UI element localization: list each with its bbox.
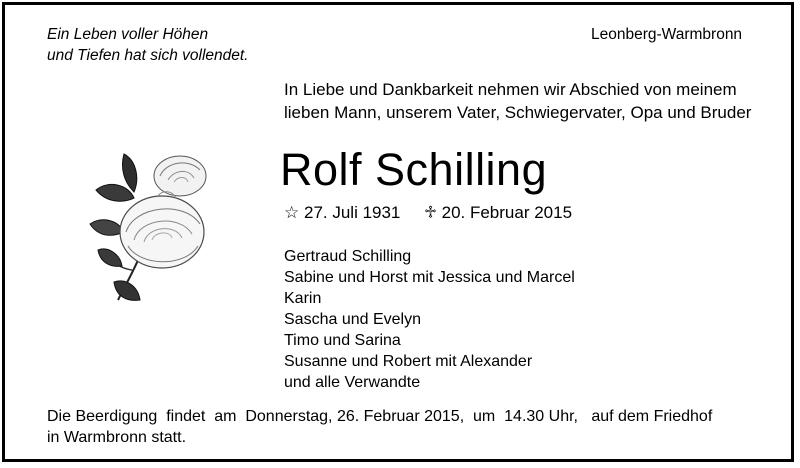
place-name: Leonberg-Warmbronn [591,26,743,43]
funeral-line-2: in Warmbronn statt. [47,429,187,446]
star-icon: ☆ [284,203,300,222]
family-member: Susanne und Robert mit Alexander [284,353,533,370]
family-member: Gertraud Schilling [284,248,412,265]
rose-icon [88,150,218,310]
cross-icon: ♱ [423,203,437,222]
funeral-line-1: Die Beerdigung findet am Donnerstag, 26. Februar 2015, um 14.30 Uhr, auf dem Friedhof [47,408,713,425]
motto-line-2: und Tiefen hat sich vollendet. [47,47,249,64]
death-date: 20. Februar 2015 [441,203,573,222]
family-member: Karin [284,290,322,307]
intro-text [284,78,751,124]
intro-line-2: lieben Mann, unserem Vater, Schwiegervater, Opa und Bruder [284,103,752,122]
family-member: Timo und Sarina [284,332,401,349]
family-member: Sascha und Evelyn [284,311,421,328]
funeral-info [47,406,777,448]
motto [47,24,249,66]
family-member: Sabine und Horst mit Jessica und Marcel [284,269,575,286]
intro-line-1: In Liebe und Dankbarkeit nehmen wir Abschied von meinem [284,80,737,99]
family-list [284,246,575,393]
birth-date: 27. Juli 1931 [303,203,401,222]
life-dates [284,202,572,224]
motto-line-1: Ein Leben voller Höhen [47,26,209,43]
deceased-name: Rolf Schilling [280,144,548,195]
family-member: und alle Verwandte [284,374,421,391]
